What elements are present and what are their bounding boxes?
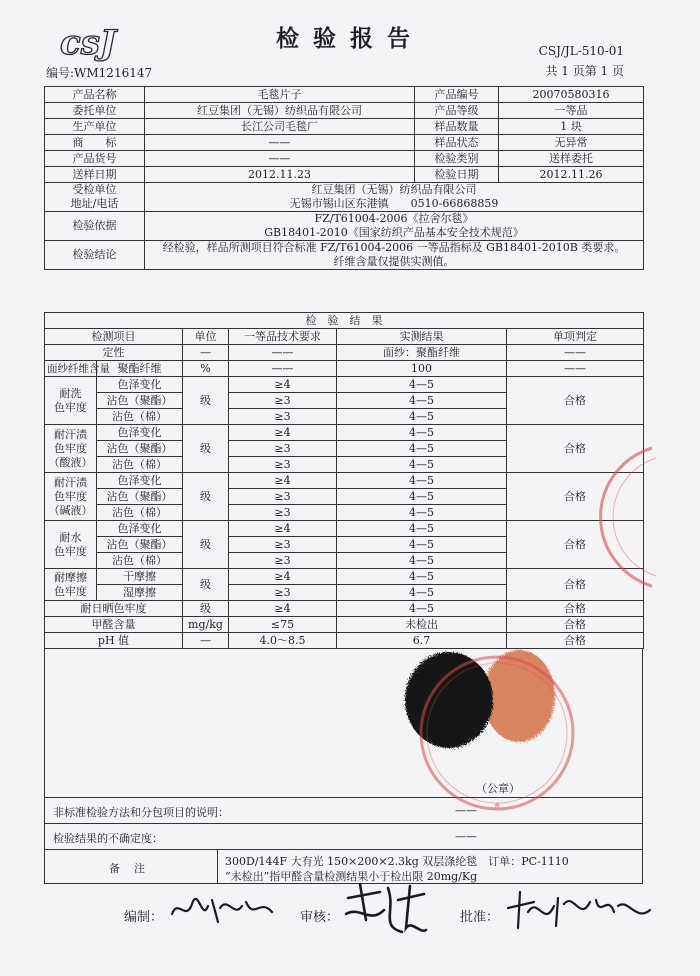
- sub-item: 沾色（聚酯）: [97, 537, 183, 553]
- basis-label: 检验依据: [45, 212, 145, 241]
- info-table: [44, 86, 644, 270]
- brand-value: ——: [145, 135, 415, 151]
- uncertainty-value: ——: [455, 830, 477, 843]
- cell-measured: 4—5: [337, 585, 507, 601]
- basis-line: FZ/T61004-2006《拉舍尔毯》: [314, 212, 474, 225]
- table-row: [45, 151, 644, 167]
- review-label: 审核：: [300, 910, 340, 925]
- cell-standard: ——: [229, 345, 337, 361]
- table-row: [45, 569, 644, 585]
- col-measured: 实测结果: [337, 329, 507, 345]
- product-no-value: 20070580316: [499, 87, 644, 103]
- product-no-label: 产品编号: [415, 87, 499, 103]
- cell-standard: ≥4: [229, 377, 337, 393]
- cell-verdict: 合格: [507, 617, 644, 633]
- table-row: [45, 601, 644, 617]
- cell-unit: 级: [183, 425, 229, 473]
- cell-measured: 4—5: [337, 569, 507, 585]
- label-line: 耐水: [59, 530, 82, 544]
- cell-unit: mg/kg: [183, 617, 229, 633]
- cell-standard: ≥3: [229, 441, 337, 457]
- col-item: 检测项目: [45, 329, 183, 345]
- product-name-value: 毛毯片子: [145, 87, 415, 103]
- cell-standard: ≥4: [229, 425, 337, 441]
- remark-label: 备注: [109, 862, 159, 875]
- cell-measured: 4—5: [337, 457, 507, 473]
- unit-address: 无锡市锡山区东港镇 0510-66868859: [289, 197, 499, 210]
- remark-row: [44, 850, 643, 884]
- uncertainty-label: 检验结果的不确定度：: [53, 832, 163, 845]
- grade-label: 产品等级: [415, 103, 499, 119]
- fiber-sub: 聚酯纤维: [97, 361, 183, 377]
- results-section-title: 检 验 结 果: [45, 313, 644, 329]
- category-value: 送样委托: [499, 151, 644, 167]
- cell-measured: 4—5: [337, 505, 507, 521]
- cell-measured: 4—5: [337, 425, 507, 441]
- edge-seal: [590, 442, 660, 592]
- table-row: [45, 521, 644, 537]
- state-label: 样品状态: [415, 135, 499, 151]
- sub-item: 湿摩擦: [97, 585, 183, 601]
- label-line: 耐汗渍: [54, 475, 87, 489]
- label-line: 耐汗渍: [54, 427, 87, 441]
- sub-item: 色泽变化: [97, 473, 183, 489]
- client-value: 红豆集团（无锡）纺织品有限公司: [145, 103, 415, 119]
- cell-unit: 级: [183, 601, 229, 617]
- send-date-label: 送样日期: [45, 167, 145, 183]
- table-row: [45, 361, 644, 377]
- brand-label: 商 标: [45, 135, 145, 151]
- approve-label: 批准：: [460, 910, 500, 925]
- item-no-value: ——: [145, 151, 415, 167]
- alkali-label: [45, 473, 97, 521]
- unit-label: [45, 183, 145, 212]
- label-line: 耐摩擦: [54, 570, 87, 584]
- sub-item: 沾色（聚酯）: [97, 489, 183, 505]
- col-standard: 一等品技术要求: [229, 329, 337, 345]
- cell-measured: 4—5: [337, 521, 507, 537]
- table-row: [45, 212, 644, 241]
- sub-item: 色泽变化: [97, 521, 183, 537]
- cell-standard: ≤75: [229, 617, 337, 633]
- acid-label: [45, 425, 97, 473]
- cell-verdict: ——: [507, 345, 644, 361]
- cell-standard: ≥3: [229, 457, 337, 473]
- page-info: 共 1 页第 1 页: [545, 64, 624, 78]
- conclusion-line: 纤维含量仅提供实测值。: [333, 255, 455, 268]
- serial-label: 编号:: [46, 66, 75, 80]
- cell-unit: 级: [183, 569, 229, 601]
- sub-item: 沾色（棉）: [97, 409, 183, 425]
- editor-signature: [168, 892, 278, 928]
- unit-name: 红豆集团（无锡）纺织品有限公司: [311, 183, 477, 196]
- table-row: [45, 313, 644, 329]
- client-label: 委托单位: [45, 103, 145, 119]
- sub-item: 沾色（棉）: [97, 505, 183, 521]
- cell-standard: ——: [229, 361, 337, 377]
- cell-verdict: 合格: [507, 521, 644, 569]
- cell-standard: ≥3: [229, 505, 337, 521]
- cell-standard: ≥3: [229, 553, 337, 569]
- col-unit: 单位: [183, 329, 229, 345]
- light-label: 耐日晒色牢度: [45, 601, 183, 617]
- cell-verdict: ——: [507, 361, 644, 377]
- label-line: （碱液）: [48, 503, 93, 517]
- cell-unit: 级: [183, 377, 229, 425]
- cell-measured: 4—5: [337, 537, 507, 553]
- nonstandard-value: ——: [455, 804, 477, 817]
- svg-text:csJ: csJ: [60, 23, 116, 63]
- cell-standard: ≥3: [229, 393, 337, 409]
- qty-label: 样品数量: [415, 119, 499, 135]
- qty-value: 1 块: [499, 119, 644, 135]
- formaldehyde-label: 甲醛含量: [45, 617, 183, 633]
- cell-verdict: 合格: [507, 601, 644, 617]
- label-line: 色牢度: [54, 584, 87, 598]
- table-row: [45, 103, 644, 119]
- basis-line: GB18401-2010《国家纺织产品基本安全技术规范》: [264, 226, 524, 239]
- cell-standard: ≥3: [229, 409, 337, 425]
- remark-line: 300D/144F 大有光 150×200×2.3kg 双层涤纶毯 订单：PC-1110: [225, 855, 569, 868]
- sub-item: 沾色（棉）: [97, 457, 183, 473]
- product-name-label: 产品名称: [45, 87, 145, 103]
- serial-value: WM1216147: [74, 66, 153, 80]
- state-value: 无异常: [499, 135, 644, 151]
- table-row: [45, 241, 644, 270]
- cell-unit: 级: [183, 473, 229, 521]
- unit-label-line: 地址/电话: [70, 197, 119, 210]
- conclusion-value: [145, 241, 644, 270]
- table-row: [45, 345, 644, 361]
- cell-measured: 面纱：聚酯纤维: [337, 345, 507, 361]
- table-row: [45, 183, 644, 212]
- test-date-value: 2012.11.26: [499, 167, 644, 183]
- cell-standard: ≥4: [229, 601, 337, 617]
- fiber-label: 面纱纤维含量: [45, 361, 97, 377]
- cell-measured: 4—5: [337, 553, 507, 569]
- cell-measured: 6.7: [337, 633, 507, 649]
- label-line: 色牢度: [54, 441, 87, 455]
- water-label: [45, 521, 97, 569]
- label-line: 耐洗: [59, 386, 82, 400]
- remark-divider: [217, 850, 218, 884]
- cell-measured: 4—5: [337, 441, 507, 457]
- approver-signature: [504, 888, 654, 934]
- cell-standard: ≥4: [229, 473, 337, 489]
- table-row: [45, 167, 644, 183]
- cell-verdict: 合格: [507, 377, 644, 425]
- doc-code: CSJ/JL-510-01: [538, 44, 624, 58]
- nonstandard-row: [44, 798, 643, 824]
- grade-value: 一等品: [499, 103, 644, 119]
- conclusion-line: 经检验，样品所测项目符合标准 FZ/T61004-2006 一等品指标及 GB18401-2010B 类要求。: [162, 241, 626, 254]
- cell-unit: —: [183, 633, 229, 649]
- cell-unit: %: [183, 361, 229, 377]
- cell-measured: 未检出: [337, 617, 507, 633]
- col-verdict: 单项判定: [507, 329, 644, 345]
- serial-number: [46, 64, 152, 81]
- sub-item: 沾色（聚酯）: [97, 393, 183, 409]
- qualitative-label: 定性: [45, 345, 183, 361]
- label-line: （酸液）: [48, 455, 93, 469]
- table-row: [45, 119, 644, 135]
- cell-verdict: 合格: [507, 425, 644, 473]
- cell-standard: ≥4: [229, 521, 337, 537]
- cell-measured: 4—5: [337, 601, 507, 617]
- cell-verdict: 合格: [507, 569, 644, 601]
- sub-item: 沾色（棉）: [97, 553, 183, 569]
- sub-item: 干摩擦: [97, 569, 183, 585]
- unit-value: [145, 183, 644, 212]
- label-line: 色牢度: [54, 489, 87, 503]
- sub-item: 沾色（聚酯）: [97, 441, 183, 457]
- uncertainty-row: [44, 824, 643, 850]
- table-row: [45, 473, 644, 489]
- cell-standard: ≥3: [229, 537, 337, 553]
- maker-label: 生产单位: [45, 119, 145, 135]
- table-row: [45, 87, 644, 103]
- table-row: [45, 633, 644, 649]
- cell-measured: 4—5: [337, 473, 507, 489]
- cell-verdict: 合格: [507, 633, 644, 649]
- cell-measured: 4—5: [337, 489, 507, 505]
- cell-verdict: 合格: [507, 473, 644, 521]
- cell-measured: 4—5: [337, 409, 507, 425]
- label-line: 色牢度: [54, 544, 87, 558]
- cell-standard: ≥4: [229, 569, 337, 585]
- test-date-label: 检验日期: [415, 167, 499, 183]
- category-label: 检验类别: [415, 151, 499, 167]
- send-date-value: 2012.11.23: [145, 167, 415, 183]
- edit-label: 编制：: [124, 910, 164, 925]
- cell-unit: 级: [183, 521, 229, 569]
- nonstandard-label: 非标准检验方法和分包项目的说明：: [53, 806, 229, 819]
- results-table: [44, 312, 644, 649]
- sub-item: 色泽变化: [97, 425, 183, 441]
- rub-label: [45, 569, 97, 601]
- conclusion-label: 检验结论: [45, 241, 145, 270]
- cell-measured: 4—5: [337, 393, 507, 409]
- cell-standard: ≥3: [229, 585, 337, 601]
- cell-unit: —: [183, 345, 229, 361]
- item-no-label: 产品货号: [45, 151, 145, 167]
- maker-value: 长江公司毛毯厂: [145, 119, 415, 135]
- sub-item: 色泽变化: [97, 377, 183, 393]
- ph-label: pH 值: [45, 633, 183, 649]
- svg-text:★: ★: [492, 801, 502, 811]
- label-line: 色牢度: [54, 400, 87, 414]
- cell-measured: 100: [337, 361, 507, 377]
- table-row: [45, 617, 644, 633]
- table-row: [45, 135, 644, 151]
- unit-label-line: 受检单位: [72, 183, 117, 196]
- report-title: 检验报告: [276, 25, 424, 52]
- wash-label: [45, 377, 97, 425]
- cell-standard: ≥3: [229, 489, 337, 505]
- table-row: [45, 377, 644, 393]
- seal-caption: （公章）: [476, 782, 520, 795]
- basis-value: [145, 212, 644, 241]
- table-header-row: [45, 329, 644, 345]
- reviewer-signature: [340, 880, 430, 940]
- remark-line: “未检出”指甲醛含量检测结果小于检出限 20mg/Kg: [225, 870, 478, 883]
- table-row: [45, 425, 644, 441]
- cell-measured: 4—5: [337, 377, 507, 393]
- cell-standard: 4.0～8.5: [229, 633, 337, 649]
